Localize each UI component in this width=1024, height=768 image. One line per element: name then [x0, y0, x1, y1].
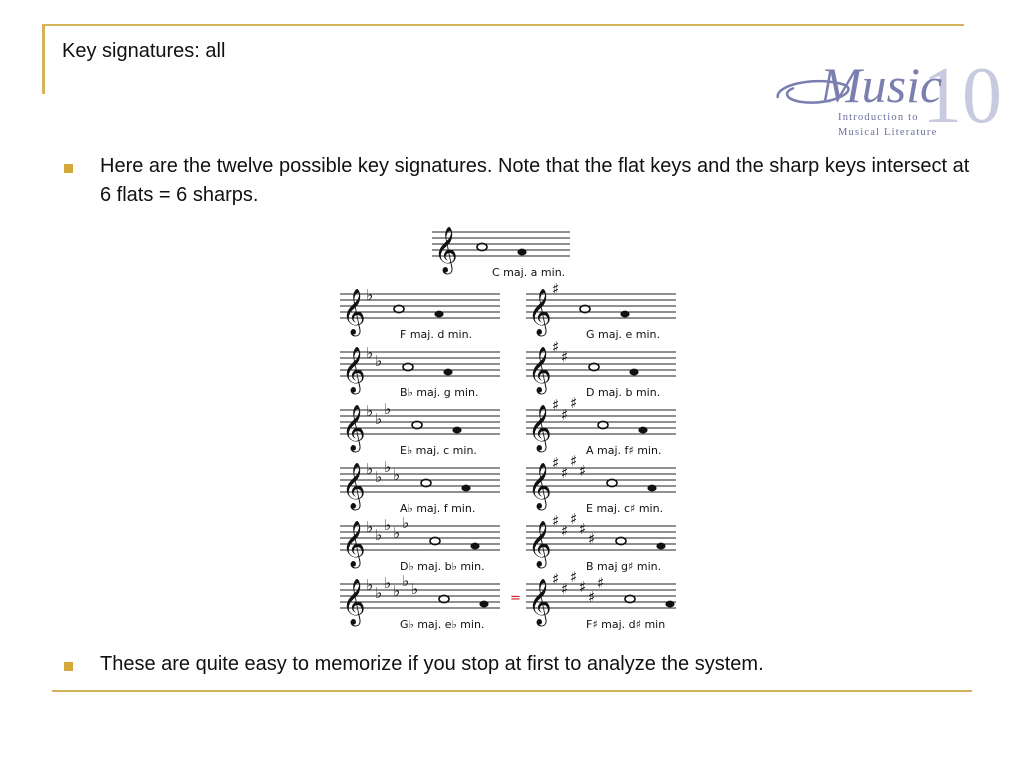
flat-icon: ♭ — [366, 286, 374, 304]
logo-word: Music — [820, 57, 943, 113]
quarter-note — [665, 601, 674, 608]
bullet-text-1: Here are the twelve possible key signatures. Note that the flat keys and the sharp keys intersect at 6 flats = 6 sharps. — [100, 155, 970, 206]
quarter-note — [647, 485, 656, 492]
flat-icon: ♭ — [384, 400, 392, 418]
treble-clef-icon: 𝄞 — [528, 347, 552, 393]
key-label: C maj. a min. — [492, 266, 566, 279]
key-label: F♯ maj. d♯ min — [586, 618, 666, 631]
key-label: A maj. f♯ min. — [586, 444, 662, 457]
quarter-note — [629, 369, 638, 376]
staff-flat-3 — [340, 400, 500, 457]
flat-icon: ♭ — [375, 352, 383, 370]
sharp-icon: ♯ — [570, 394, 578, 412]
logo-number: 10 — [922, 52, 1002, 140]
treble-clef-icon: 𝄞 — [342, 463, 366, 509]
flat-icon: ♭ — [384, 458, 392, 476]
flat-icon: ♭ — [402, 514, 410, 532]
sharp-icon: ♯ — [597, 574, 605, 592]
quarter-note — [638, 427, 647, 434]
staff-flat-2 — [340, 344, 500, 399]
key-label: D maj. b min. — [586, 386, 661, 399]
staff-sharp-6 — [526, 568, 676, 631]
staff-sharp-5 — [526, 510, 676, 573]
quarter-note — [461, 485, 470, 492]
quarter-note — [470, 543, 479, 550]
treble-clef-icon: 𝄞 — [342, 289, 366, 335]
sharp-icon: ♯ — [570, 568, 578, 586]
staff-c-major — [432, 227, 570, 279]
key-label: B♭ maj. g min. — [400, 386, 479, 399]
flat-icon: ♭ — [411, 580, 419, 598]
treble-clef-icon: 𝄞 — [528, 521, 552, 567]
bullet-marker-2 — [64, 662, 73, 671]
key-label: E maj. c♯ min. — [586, 502, 664, 515]
equals-sign: = — [510, 591, 521, 606]
music-10-logo — [772, 46, 1002, 146]
sharp-icon: ♯ — [552, 454, 560, 472]
flat-icon: ♭ — [384, 516, 392, 534]
treble-clef-icon: 𝄞 — [528, 289, 552, 335]
staff-sharp-4 — [526, 452, 676, 515]
sharp-icon: ♯ — [570, 510, 578, 528]
flat-icon: ♭ — [393, 466, 401, 484]
staff-flat-4 — [340, 458, 500, 515]
key-label: G♭ maj. e♭ min. — [400, 618, 485, 631]
quarter-note — [452, 427, 461, 434]
sharp-icon: ♯ — [579, 520, 587, 538]
sharp-icon: ♯ — [588, 530, 596, 548]
bottom-rule — [52, 690, 972, 692]
flat-icon: ♭ — [366, 576, 374, 594]
sharp-icon: ♯ — [561, 580, 569, 598]
treble-clef-icon: 𝄞 — [434, 227, 458, 273]
treble-clef-icon: 𝄞 — [342, 405, 366, 451]
bullet-marker-1 — [64, 164, 73, 173]
treble-clef-icon: 𝄞 — [342, 521, 366, 567]
logo-subtitle-1: Introduction to — [838, 112, 919, 123]
key-label: B maj g♯ min. — [586, 560, 662, 573]
key-label: D♭ maj. b♭ min. — [400, 560, 485, 573]
quarter-note — [443, 369, 452, 376]
quarter-note — [517, 249, 526, 256]
treble-clef-icon: 𝄞 — [528, 405, 552, 451]
left-rule — [42, 24, 45, 94]
staff-sharp-3 — [526, 394, 676, 457]
sharp-icon: ♯ — [552, 396, 560, 414]
sharp-icon: ♯ — [579, 578, 587, 596]
top-rule — [44, 24, 964, 26]
staff-flat-6 — [340, 572, 500, 631]
sharp-icon: ♯ — [570, 452, 578, 470]
treble-clef-icon: 𝄞 — [528, 463, 552, 509]
flat-icon: ♭ — [393, 524, 401, 542]
staff-flat-5 — [340, 514, 500, 573]
sharp-icon: ♯ — [552, 338, 560, 356]
staff-sharp-1 — [526, 280, 676, 341]
key-label: G maj. e min. — [586, 328, 661, 341]
treble-clef-icon: 𝄞 — [342, 347, 366, 393]
flat-icon: ♭ — [366, 518, 374, 536]
slide-title: Key signatures: all — [62, 40, 226, 62]
flat-icon: ♭ — [375, 526, 383, 544]
key-label: F maj. d min. — [400, 328, 473, 341]
key-label: E♭ maj. c min. — [400, 444, 477, 457]
bullet-text-2: These are quite easy to memorize if you stop at first to analyze the system. — [100, 653, 764, 675]
sharp-icon: ♯ — [552, 280, 560, 298]
treble-clef-icon: 𝄞 — [528, 579, 552, 625]
sharp-icon: ♯ — [579, 462, 587, 480]
quarter-note — [479, 601, 488, 608]
flat-icon: ♭ — [375, 468, 383, 486]
flat-icon: ♭ — [375, 584, 383, 602]
sharp-icon: ♯ — [552, 570, 560, 588]
flat-icon: ♭ — [402, 572, 410, 590]
flat-icon: ♭ — [375, 410, 383, 428]
flat-icon: ♭ — [366, 460, 374, 478]
flat-icon: ♭ — [366, 402, 374, 420]
sharp-icon: ♯ — [561, 464, 569, 482]
staff-sharp-2 — [526, 338, 676, 399]
flat-icon: ♭ — [393, 582, 401, 600]
logo-subtitle-2: Musical Literature — [838, 127, 938, 138]
flat-icon: ♭ — [366, 344, 374, 362]
sharp-icon: ♯ — [561, 406, 569, 424]
quarter-note — [434, 311, 443, 318]
sharp-icon: ♯ — [552, 512, 560, 530]
treble-clef-icon: 𝄞 — [342, 579, 366, 625]
sharp-icon: ♯ — [561, 522, 569, 540]
quarter-note — [620, 311, 629, 318]
key-signatures-figure — [330, 222, 690, 642]
sharp-icon: ♯ — [561, 348, 569, 366]
quarter-note — [656, 543, 665, 550]
staff-flat-1 — [340, 286, 500, 341]
flat-icon: ♭ — [384, 574, 392, 592]
sharp-icon: ♯ — [588, 588, 596, 606]
key-label: A♭ maj. f min. — [400, 502, 476, 515]
